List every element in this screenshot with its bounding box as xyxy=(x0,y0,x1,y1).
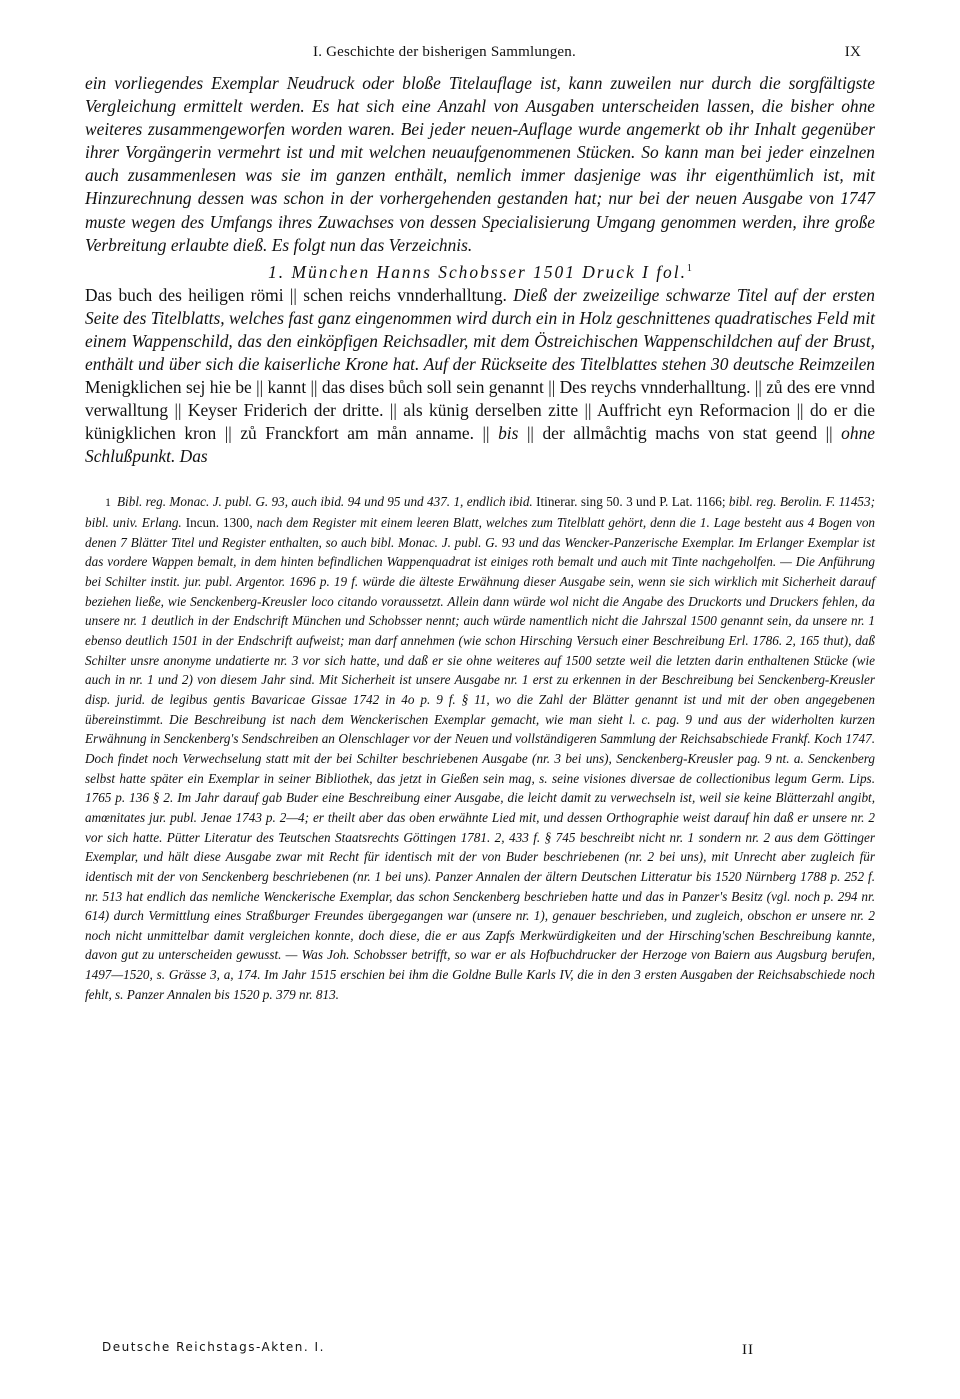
main-text xyxy=(85,72,875,468)
entry-description xyxy=(85,284,875,469)
footnote-text-d: Incun. 1300, xyxy=(185,515,253,531)
verse-quote: Menigklichen sej hie be || kannt || das dises bůch soll sein genannt || Des reychs vnnderhalltung. || zů des ere vnnd verwalltung || Keyser Friderich der dritte. || als künig derselben zitte || Auffricht eyn Reformacion || do er die künigklichen kron || zů Franckfort am mån anname. || xyxy=(85,377,875,444)
bis-word: bis xyxy=(498,423,519,444)
running-title: I. Geschichte der bisherigen Sammlungen. xyxy=(313,44,576,60)
footnote-reference[interactable]: 1 xyxy=(686,262,692,274)
page-number: IX xyxy=(844,44,861,60)
description-ending: ohne Schlußpunkt. Das xyxy=(85,423,875,467)
page xyxy=(85,38,875,1004)
entry-heading xyxy=(85,257,875,284)
footnote-text-b: Itinerar. sing 50. 3 und P. Lat. 1166; xyxy=(536,494,726,510)
intro-paragraph: ein vorliegendes Exemplar Neudruck oder bloße Titelauflage ist, kann zuweilen nur durch die sorgfältigste Vergleichung ermittelt werden. Es hat sich eine Anzahl von Ausgaben unterscheiden lassen, die bisher ohne weiteres zusammengeworfen worden waren. Bei jeder neuen-Auflage wurde angemerkt ob ihr Inhalt gegenüber ihrer Vorgängerin vermehrt ist und mit welchen neuaufgenommenen Stücken. So kann man bei jeder einzelnen auch zusammenlesen was sie im ganzen enthält, nemlich immer dasjenige was ihr eigenthümlich ist, mit Hinzurechnung dessen was schon in der vorhergehenden gestanden hat; nur bei der neuen Ausgabe von 1747 muste wegen des Umfangs ihres Zuwachses von dessen Specialisierung Umgang genommen werden, ihre große Verbreitung erlaubte dieß. Es folgt nun das Verzeichnis. xyxy=(85,73,875,255)
verse-quote-end: || der allmåchtig machs von stat geend || xyxy=(526,423,833,444)
description-text: Dieß der zweizeilige schwarze Titel auf der ersten Seite des Titelblatts, welches fast ganz eingenommen wird durch ein in Holz geschnittenes quadratisches Feld mit einem Wappenschild, das den einköpfigen Reichsadler, mit dem Östreichischen Wappenschildchen auf der Brust, enthält und über sich die kaiserliche Krone hat. Auf der Rückseite des Titelblattes stehen 30 deutsche Reimzeilen xyxy=(85,284,875,374)
page-footer xyxy=(102,1340,782,1362)
footnote-block xyxy=(85,492,875,1004)
imprint: Deutsche Reichstags-Akten. I. xyxy=(102,1340,325,1354)
footnote-marker: 1 xyxy=(105,495,111,510)
title-quote: Das buch des heiligen römi || schen reichs vnnderhalltung. xyxy=(85,284,507,305)
sheet-signature: II xyxy=(742,1342,754,1358)
running-header xyxy=(85,38,875,72)
footnote-text-a: Bibl. reg. Monac. J. publ. G. 93, auch ibid. 94 und 95 und 437. 1, endlich ibid. xyxy=(117,494,533,510)
entry-heading-text: 1. München Hanns Schobsser 1501 Druck I fol. xyxy=(268,261,687,282)
footnote-text-c: bibl. reg. Berolin. F. 11453; bibl. univ. Erlang. xyxy=(85,494,875,531)
footnote-text-e: nach dem Register mit einem leeren Blatt, welches zum Titelblatt gehört, denn die 1. Lage besteht aus 4 Bogen von denen 7 Blätter Titel und Register enthalten, so auch bibl. Monac. J. publ. G. 93 und das Wencker-Panzerische Exemplar. Im Erlanger Exemplar ist das vordere Wappen bemalt, in dem hinten befindlichen Wappenquadrat ist einiges roth bemalt und auch mit Tinte nachgeholfen. — Die Anführung bei Schilter instit. jur. publ. Argentor. 1696 p. 19 f. würde die älteste Erwähnung dieser Ausgabe sein, wenn sie sich wirklich mit Sicherheit darauf beziehen ließe, wie Senckenberg-Kreusler loco citando voraussetzt. Allein dann würde wol nicht die Angabe des Druckorts und Druckers fehlen, da unsere nr. 1 deutlich in der Endschrift München und Schobsser nennt; auch würde namentlich nicht die Jahrszal 1500 genannt sein, da unsere nr. 1 ebenso deutlich 1501 in der Endschrift aufweist; man darf annehmen (wie schon Hirsching Versuch einer Beschreibung Erl. 1786. 2, 165 thut), daß Schilter unsre anonyme undatierte nr. 3 vor sich hatte, und daß er sie ohne weiteres auf 1500 setzte weil die letzten darin enthaltenen Stücke (wie auch in nr. 1 und 2) von diesem Jahr sind. Mit Sicherheit ist unsere Ausgabe nr. 1 erst zu erkennen in der Beschreibung bei Senckenberg-Kreusler disp. jurid. de legibus gentis Bavaricae Gissae 1742 in 4o p. 9 f. § 11, wo die Zahl der Blätter genannt ist und mit der oben angegebenen übereinstimmt. Die Beschreibung ist nach dem Wenckerischen Exemplar gemacht, wie man sieht l. c. pag. 9 und aus der widerholten kurzen Erwähnung in Senckenberg's Sendschreiben an Olenschlager vor der Neuen und vollständigeren Sammlung der Reichsabschiede Frankf. Koch 1747. Doch findet noch Verwechselung statt mit der bei Schilter beschriebenen Ausgabe (nr. 3 bei uns), Senckenberg-Kreusler pag. 9 nt. a. Senckenberg selbst hatte später ein Exemplar in seiner Bibliothek, das jetzt in Gießen sein mag, s. seine visiones diversae de collectionibus legum Germ. Lips. 1765 p. 136 § 2. Im Jahr darauf gab Buder eine Beschreibung einer Ausgabe, die leicht damit zu verwechseln ist, weil sie keine Blätterzahl angibt, amœnitates jur. publ. Jenae 1743 p. 2—4; er theilt aber das oben erwähnte Lied mit, und dessen Orthographie weist darauf hin daß er unsere nr. 2 vor sich hatte. Pütter Literatur des Teutschen Staatsrechts Göttingen 1781. 2, 433 f. § 745 beschreibt nicht nr. 1 sondern nr. 2 aus dem Göttinger Exemplar, und hält diese Ausgabe zwar mit Recht für identisch mit der von Buder beschriebenen (nr. 2 bei uns), mit Unrecht aber zugleich für identisch mit der von Senckenberg beschriebenen (nr. 1 bei uns). Panzer Annalen der ältern Deutschen Litteratur bis 1520 Nürnberg 1788 p. 252 f. nr. 513 hat endlich das nemliche Wenckerische Exemplar, das schon Senckenberg beschrieben hatte und das in Panzer's Besitz (vgl. noch p. 294 nr. 614) durch Vermittlung eines Straßburger Freundes übergegangen war (unsere nr. 1), genauer beschrieben, und zugleich, obschon er unsere nr. 2 noch nicht unmittelbar damit vergleichen konnte, doch diese, die er aus Zapfs Merkwürdigkeiten und der Hirsching'schen Beschreibung kannte, davon gut zu unterscheiden gewusst. — Was Joh. Schobsser betrifft, so war er als Hofbuchdrucker der Herzoge von Baiern aus Augsburg berufen, 1497—1520, s. Grässe 3, a, 174. Im Jahr 1515 erschien bei ihm die Goldne Bulle Karls IV, die in den 3 ersten Ausgaben der Reichsabschiede noch fehlt, s. Panzer Annalen bis 1520 p. 379 nr. 813. xyxy=(85,515,876,1002)
